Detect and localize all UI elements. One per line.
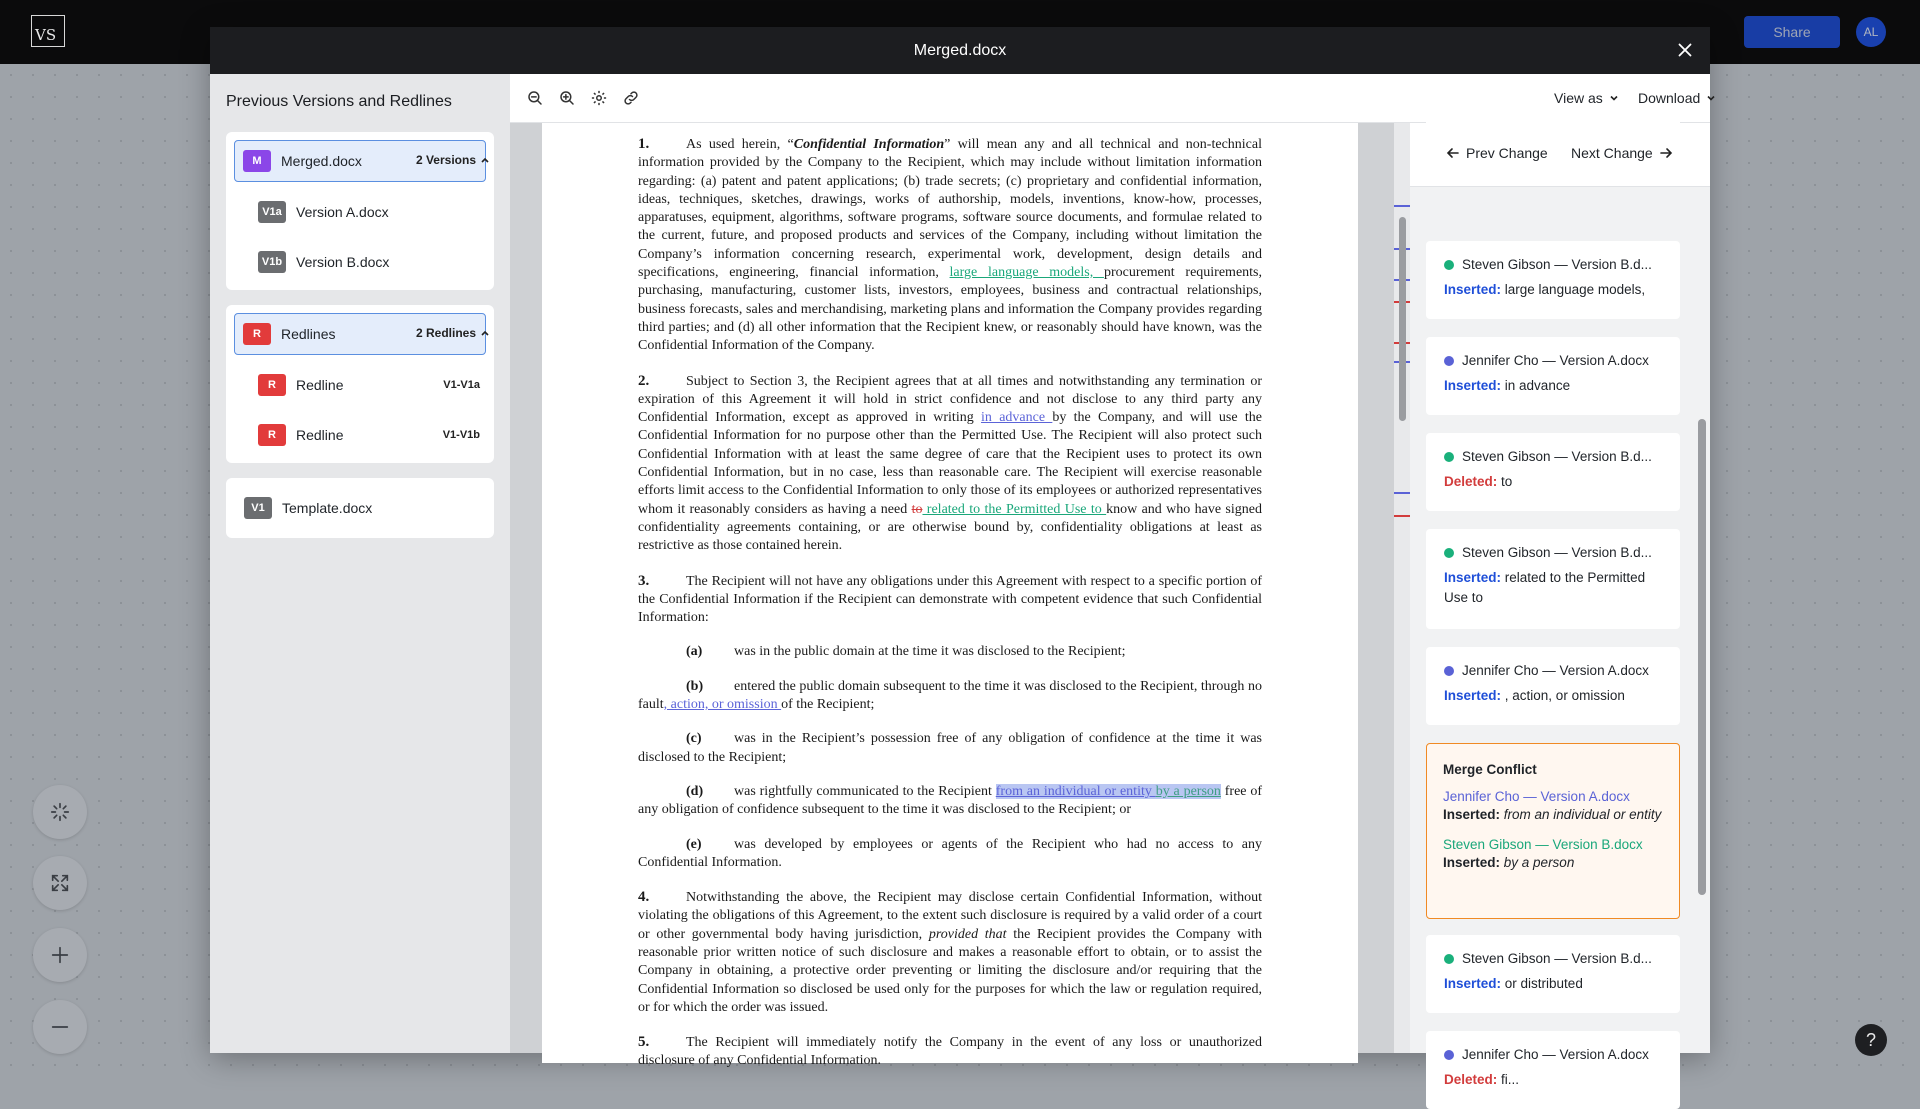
change-text: , action, or omission bbox=[1504, 688, 1625, 703]
clause-label: (a) bbox=[686, 644, 703, 660]
document-scrollbar[interactable] bbox=[1399, 217, 1406, 421]
section-1 bbox=[638, 135, 1262, 356]
clause-c bbox=[638, 730, 1262, 767]
text-run: free of any obligation of confidence subsequent to the time it was disclosed to the Recipient; or bbox=[638, 783, 1262, 818]
text-run: entered the public domain subsequent to the time it was disclosed to the Recipient, through no fault bbox=[638, 678, 1262, 713]
change-detail bbox=[1444, 686, 1664, 706]
insertion-mark: by a person bbox=[1155, 783, 1221, 799]
sparkle-icon bbox=[49, 801, 71, 823]
change-card[interactable] bbox=[1426, 241, 1680, 319]
change-text: in advance bbox=[1504, 378, 1571, 393]
change-kind: Inserted: bbox=[1444, 976, 1502, 991]
user-avatar[interactable]: AL bbox=[1856, 17, 1886, 47]
author-dot bbox=[1444, 260, 1454, 270]
change-text: or distributed bbox=[1504, 976, 1583, 991]
version-item-b[interactable] bbox=[250, 244, 486, 280]
insertion-mark[interactable]: in advance bbox=[981, 410, 1053, 426]
zoom-in-tool-button[interactable] bbox=[33, 928, 87, 982]
author-dot bbox=[1444, 452, 1454, 462]
text-run: Notwithstanding the above, the Recipient may disclose certain Confidential Information, without violating the obligations of this Agreement, to the extent such disclosure is required by a valid order of a court or other governmental body having jurisdiction, bbox=[638, 890, 1262, 942]
change-author bbox=[1444, 951, 1664, 966]
change-card[interactable] bbox=[1426, 1031, 1680, 1109]
prev-change-button[interactable] bbox=[1446, 145, 1548, 161]
text-run: The Recipient will not have any obligations under this Agreement with respect to a specific portion of the Confidential Information if the Recipient can demonstrate with competent evidence that such Confidential Information: bbox=[638, 573, 1262, 626]
clause-label: (d) bbox=[686, 783, 704, 799]
section-2 bbox=[638, 372, 1262, 556]
merge-conflict-title: Merge Conflict bbox=[1443, 762, 1537, 777]
text-run: know and who have signed confidentiality agreements containing, or are otherwise bound by, confidentiality obligations at least as restrictive as those contained herein. bbox=[638, 501, 1262, 554]
section-4 bbox=[638, 888, 1262, 1017]
chevron-up-icon bbox=[480, 155, 490, 165]
changes-scrollbar[interactable] bbox=[1698, 419, 1706, 895]
change-detail bbox=[1444, 974, 1664, 994]
merge-conflict-card[interactable] bbox=[1426, 743, 1680, 919]
modal-header bbox=[210, 27, 1710, 74]
change-text: to bbox=[1501, 474, 1513, 489]
text-run: by the Company, and will use the Confidential Information for no purpose other than the Permitted Use. The Recipient will also protect such Confidential Information with at least the same degree of care that the Recipient uses to protect its own Confidential Information, but in no case, less than reasonable care. The Recipient will exercise reasonable efforts limit access to the Confidential Information to only those of its employees or authorized representatives whom it reasonably considers as having a need bbox=[638, 410, 1262, 517]
chevron-down-icon bbox=[1609, 93, 1619, 103]
change-text: from an individual or entity bbox=[1503, 807, 1662, 822]
author-dot bbox=[1444, 666, 1454, 676]
chevron-down-icon bbox=[1706, 93, 1716, 103]
text-run: the Recipient provides the Company with reasonable prior written notice of such disclosure and makes a reasonable effort to obtain, or to assist the Company in obtaining, a protective order preventing or limiting the disclosure and/or requiring that the Confidential Information so disclosed be used only for the purposes for which the law or regulation required, or for which the order was issued. bbox=[638, 926, 1263, 1015]
section-number: 4. bbox=[638, 889, 650, 906]
version-name: Version A.docx bbox=[296, 204, 389, 220]
expand-icon bbox=[49, 872, 71, 894]
section-number: 1. bbox=[638, 136, 650, 152]
redline-badge: R bbox=[258, 374, 286, 396]
change-author bbox=[1444, 545, 1664, 560]
plus-icon bbox=[49, 944, 71, 966]
change-kind: Deleted: bbox=[1444, 474, 1498, 489]
next-change-button[interactable] bbox=[1571, 145, 1673, 161]
change-author bbox=[1444, 663, 1664, 678]
author-name: Steven Gibson — Version B.d... bbox=[1462, 449, 1652, 464]
text-run: The Recipient will immediately notify the Company in the event of any loss or unauthorized disclosure of any Confidential Information. bbox=[638, 1035, 1262, 1069]
help-button[interactable]: ? bbox=[1855, 1024, 1887, 1056]
changes-panel bbox=[1410, 123, 1710, 1087]
deletion-mark[interactable]: to bbox=[911, 501, 923, 517]
change-kind: Inserted: bbox=[1443, 855, 1501, 870]
section-number: 3. bbox=[638, 572, 650, 589]
author-name: Jennifer Cho — Version A.docx bbox=[1462, 1047, 1649, 1062]
minus-icon bbox=[49, 1016, 71, 1038]
clause-label: (e) bbox=[686, 836, 702, 852]
text-run: was rightfully communicated to the Recipient bbox=[734, 783, 996, 799]
redline-item-1[interactable] bbox=[250, 367, 486, 403]
change-kind: Inserted: bbox=[1444, 282, 1502, 297]
zoom-in-icon[interactable] bbox=[558, 89, 576, 107]
version-badge: V1b bbox=[258, 251, 286, 273]
redline-item-2[interactable] bbox=[250, 417, 486, 453]
document-modal bbox=[210, 27, 1710, 1087]
change-card[interactable] bbox=[1426, 529, 1680, 629]
change-marker[interactable] bbox=[1394, 492, 1410, 494]
change-detail bbox=[1444, 376, 1664, 396]
change-text: by a person bbox=[1503, 855, 1575, 870]
author-dot bbox=[1444, 548, 1454, 558]
emphasis-text: provided that bbox=[928, 926, 1007, 942]
link-icon[interactable] bbox=[622, 89, 640, 107]
text-run: was in the public domain at the time it was disclosed to the Recipient; bbox=[734, 644, 1126, 660]
text-run: procurement requirements, purchasing, manufacturing, customer lists, investors, employees, business and contractual relationships, business forecasts, sales and merchandising, marketing plans and information the Company provides regarding third parties; and (d) all other information that the Recipient knew, or reasonably should have known, was the Confidential Information of the Company. bbox=[638, 265, 1262, 354]
section-5 bbox=[638, 1033, 1262, 1071]
text-run: was in the Recipient’s possession free of any obligation of confidence at the time it was disclosed to the Recipient; bbox=[638, 731, 1262, 765]
arrow-left-icon bbox=[1446, 146, 1460, 160]
chevron-up-icon bbox=[480, 328, 490, 338]
conflict-author-a[interactable]: Jennifer Cho — Version A.docx bbox=[1443, 789, 1630, 804]
change-text: large language models, bbox=[1504, 282, 1646, 297]
share-button[interactable]: Share bbox=[1744, 16, 1840, 48]
document-viewer[interactable] bbox=[510, 123, 1394, 1069]
change-marker[interactable] bbox=[1394, 515, 1410, 517]
versions-count: 2 Versions bbox=[415, 153, 476, 167]
version-name: Version B.docx bbox=[296, 254, 390, 270]
redlines-count: 2 Redlines bbox=[415, 326, 476, 340]
redlines-name: Redlines bbox=[281, 326, 336, 342]
change-text: related to the Permitted Use to bbox=[1444, 570, 1646, 605]
change-author bbox=[1444, 353, 1664, 368]
section-number: 5. bbox=[638, 1034, 650, 1051]
changes-nav bbox=[1410, 123, 1710, 187]
change-card[interactable] bbox=[1426, 935, 1680, 1013]
redline-name: Redline bbox=[296, 377, 344, 393]
text-run: As used herein, “ bbox=[686, 137, 794, 152]
author-dot bbox=[1444, 954, 1454, 964]
clause-label: (c) bbox=[686, 731, 702, 747]
text-run: of the Recipient; bbox=[781, 697, 875, 713]
change-marker[interactable] bbox=[1394, 205, 1410, 207]
redline-code: V1-V1a bbox=[443, 379, 480, 391]
author-dot bbox=[1444, 1050, 1454, 1060]
template-name: Template.docx bbox=[282, 500, 373, 516]
app-logo[interactable]: VS bbox=[31, 15, 65, 47]
redlines-count-toggle[interactable] bbox=[416, 326, 490, 340]
view-as-menu[interactable] bbox=[1554, 90, 1619, 106]
insertion-mark[interactable]: , action, or omission bbox=[663, 697, 782, 713]
clause-a bbox=[638, 643, 1262, 661]
conflict-detail-a bbox=[1443, 804, 1663, 825]
change-detail bbox=[1444, 1070, 1664, 1090]
template-badge: V1 bbox=[244, 497, 272, 519]
author-name: Steven Gibson — Version B.d... bbox=[1462, 257, 1652, 272]
versions-panel-title: Previous Versions and Redlines bbox=[226, 93, 452, 110]
merge-conflict-highlight[interactable] bbox=[996, 784, 1221, 799]
section-number: 2. bbox=[638, 372, 650, 389]
author-name: Steven Gibson — Version B.d... bbox=[1462, 545, 1652, 560]
merged-doc-name: Merged.docx bbox=[281, 153, 362, 169]
redline-name: Redline bbox=[296, 427, 344, 443]
download-label: Download bbox=[1638, 90, 1701, 106]
sparkle-tool-button[interactable] bbox=[33, 785, 87, 839]
document-body bbox=[638, 135, 1262, 1087]
version-badge: V1a bbox=[258, 201, 286, 223]
change-card[interactable] bbox=[1426, 647, 1680, 725]
change-kind: Inserted: bbox=[1444, 688, 1502, 703]
clause-e bbox=[638, 836, 1262, 873]
version-item-a[interactable] bbox=[250, 194, 486, 230]
author-name: Steven Gibson — Version B.d... bbox=[1462, 951, 1652, 966]
template-group bbox=[226, 478, 494, 538]
section-3 bbox=[638, 572, 1262, 628]
change-detail bbox=[1444, 472, 1664, 492]
insertion-mark[interactable]: large language models, bbox=[949, 265, 1104, 281]
change-kind: Deleted: bbox=[1444, 1072, 1498, 1087]
author-dot bbox=[1444, 356, 1454, 366]
change-card[interactable] bbox=[1426, 337, 1680, 415]
author-name: Jennifer Cho — Version A.docx bbox=[1462, 353, 1649, 368]
insertion-mark: from an individual or entity bbox=[995, 783, 1156, 799]
insertion-mark[interactable]: related to the Permitted Use to bbox=[922, 501, 1107, 517]
versions-count-toggle[interactable] bbox=[416, 153, 490, 167]
redlines-badge: R bbox=[243, 323, 271, 345]
modal-title: Merged.docx bbox=[913, 41, 1007, 59]
close-icon[interactable] bbox=[1674, 39, 1696, 61]
redline-code: V1-V1b bbox=[442, 429, 480, 441]
versions-panel bbox=[210, 74, 510, 1053]
merged-badge: M bbox=[243, 150, 271, 172]
conflict-author-b[interactable]: Steven Gibson — Version B.docx bbox=[1443, 837, 1643, 852]
change-card[interactable] bbox=[1426, 433, 1680, 511]
text-run: Subject to Section 3, the Recipient agrees that at all times and notwithstanding any termination or expiration of this Agreement it will hold in strict confidence and not disclose to any third party any Confidential Information, except as approved in writing bbox=[638, 373, 1262, 426]
redlines-group bbox=[226, 305, 494, 463]
change-author bbox=[1444, 1047, 1664, 1062]
clause-b bbox=[638, 678, 1262, 715]
zoom-out-tool-button[interactable] bbox=[33, 1000, 87, 1054]
document-page bbox=[542, 123, 1358, 1069]
change-card-partial[interactable] bbox=[1426, 113, 1680, 131]
view-as-label: View as bbox=[1554, 90, 1603, 106]
zoom-out-icon[interactable] bbox=[526, 89, 544, 107]
text-run: was developed by employees or agents of the Recipient who had no access to any Confidential Information. bbox=[638, 836, 1262, 870]
change-author bbox=[1444, 257, 1664, 272]
next-change-label: Next Change bbox=[1571, 145, 1653, 161]
change-kind: Inserted: bbox=[1444, 378, 1502, 393]
redline-badge: R bbox=[258, 424, 286, 446]
download-menu[interactable] bbox=[1638, 90, 1716, 106]
prev-change-label: Prev Change bbox=[1466, 145, 1548, 161]
change-text: fi... bbox=[1501, 1072, 1520, 1087]
change-kind: Inserted: bbox=[1444, 570, 1502, 585]
text-run: ” will mean any and all technical and non-technical information provided by the Company to the Recipient, which may include without limitation information regarding: (a) patent and patent applications; (b) trade secrets; (c) proprietary and confidential information, ideas, techniques, sketches, drawings, works of authorship, models, inventions, know-how, processes, apparatuses, equipment, algorithms, software programs, software source documents, and formulae related to the current, future, and proposed products and services of the Company, including without limitation the Company’s information concerning research, experimental work, development, design details and specifications, engineering, financial information, bbox=[638, 137, 1262, 281]
change-author bbox=[1444, 449, 1664, 464]
change-detail bbox=[1444, 568, 1664, 608]
versions-group bbox=[226, 132, 494, 290]
clause-label: (b) bbox=[686, 678, 704, 694]
defined-term: Confidential Information bbox=[793, 137, 945, 152]
clause-d bbox=[638, 783, 1262, 820]
template-item[interactable] bbox=[234, 487, 486, 529]
settings-icon[interactable] bbox=[590, 89, 608, 107]
author-name: Jennifer Cho — Version A.docx bbox=[1462, 663, 1649, 678]
arrow-right-icon bbox=[1659, 146, 1673, 160]
fullscreen-tool-button[interactable] bbox=[33, 856, 87, 910]
change-kind: Inserted: bbox=[1443, 807, 1501, 822]
change-detail bbox=[1444, 280, 1664, 300]
conflict-detail-b bbox=[1443, 852, 1663, 873]
